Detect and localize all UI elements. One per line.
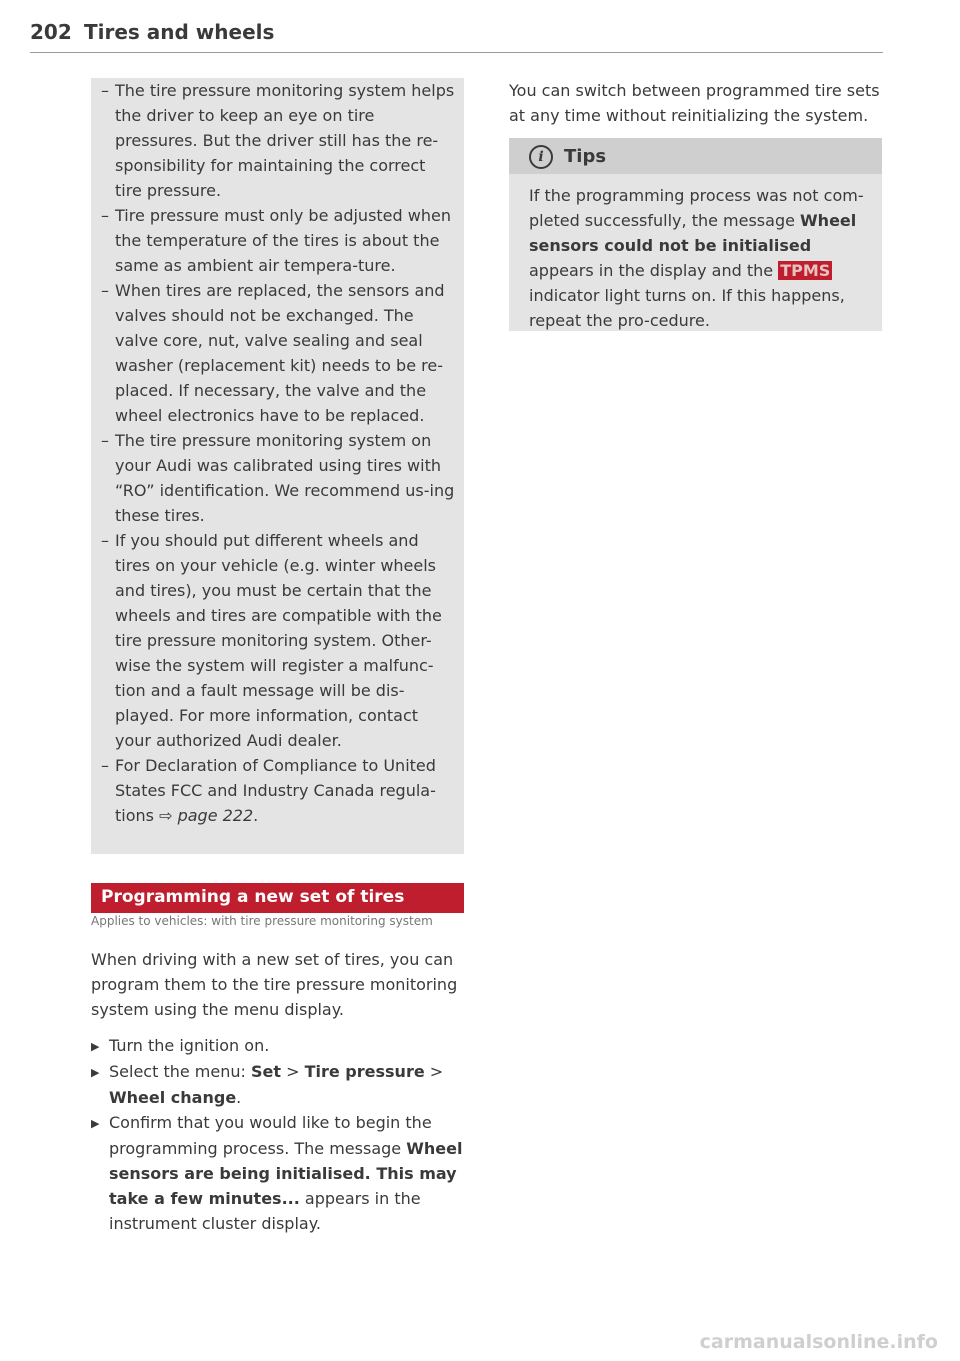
info-icon: i [529,145,553,169]
watermark: carmanualsonline.info [699,1331,938,1353]
applies-to-note: Applies to vehicles: with tire pressure monitoring system [91,914,433,928]
tips-body [509,174,882,331]
triangle-bullet-icon: ▶ [91,1040,100,1053]
note-bullet: – For Declaration of Compliance to United States FCC and Industry Canada regula-tions ⇨ page 222. [101,756,436,825]
step-item: ▶ Select the menu: Set > Tire pressure > Wheel change. [91,1062,444,1107]
page-reference-link[interactable]: ⇨ page 222 [159,806,254,825]
section-title: Tires and wheels [84,20,275,44]
triangle-bullet-icon: ▶ [91,1066,100,1079]
note-bullet: – The tire pressure monitoring system helps the driver to keep an eye on tire pressures. But the driver still has the re-sponsibility for maintaining the correct tire pressure. [101,81,455,200]
page-number: 202 [30,20,72,44]
step-list [91,1033,464,1236]
note-bullet: – The tire pressure monitoring system on your Audi was calibrated using tires with “RO” identification. We recommend us-ing these tires. [101,431,455,525]
note-bullet: – Tire pressure must only be adjusted when the temperature of the tires is about the same as ambient air tempera-ture. [101,206,451,275]
note-bullet: – When tires are replaced, the sensors and valves should not be exchanged. The valve core, nut, valve sealing and seal washer (replacement kit) needs to be re-placed. If necessary, the valve and the wheel electronics have to be replaced. [101,281,445,425]
section-heading-title: Programming a new set of tires [101,887,405,907]
section-heading [91,883,464,913]
note-bullet: – If you should put different wheels and tires on your vehicle (e.g. winter wheels and tires), you must be certain that the wheels and tires are compatible with the tire pressure monitoring system. Other-wise the system will register a malfunc-tion and a fault message will be dis-played. For more information, contact your authorized Audi dealer. [101,531,442,750]
page-header [30,18,883,53]
tips-text: If the programming process was not com-pleted successfully, the message Wheel sensors could not be initialised appears in the display and the TPMS indicator light turns on. If this happens, repeat the pro-cedure. [529,186,864,330]
right-paragraph: You can switch between programmed tire sets at any time without reinitializing the system. [509,81,880,125]
tips-header [509,138,882,174]
step-item: ▶ Turn the ignition on. [91,1033,464,1059]
triangle-bullet-icon: ▶ [91,1117,100,1130]
note-bullet-list [91,78,464,828]
tpms-indicator-badge: TPMS [780,261,831,280]
step-item: ▶ Confirm that you would like to begin the programming process. The message Wheel sensors are being initialised. This may take a few minutes... appears in the instrument cluster display. [91,1113,463,1233]
tips-label: Tips [564,146,607,167]
intro-paragraph: When driving with a new set of tires, you can program them to the tire pressure monitoring system using the menu display. [91,950,458,1019]
